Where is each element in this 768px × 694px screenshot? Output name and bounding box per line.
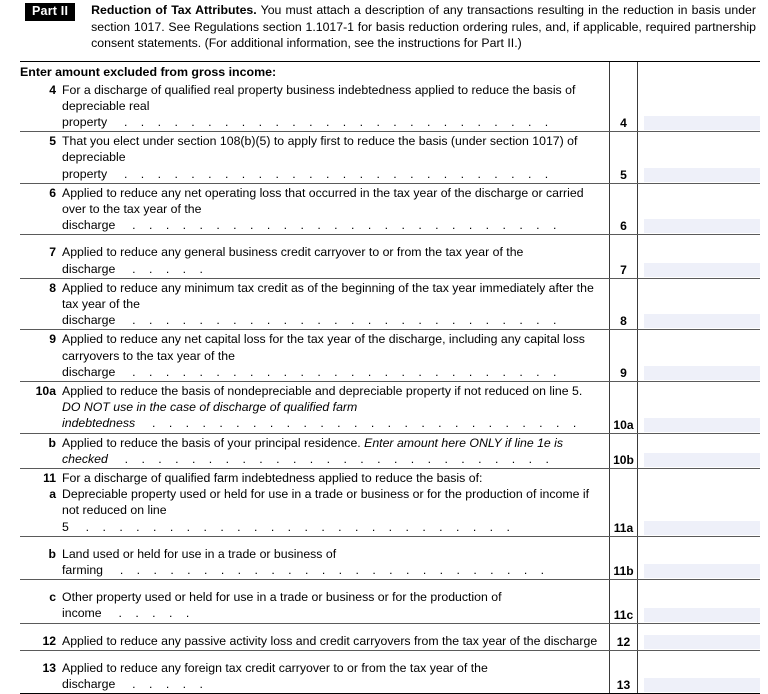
- line-text: [62, 280, 605, 296]
- line-text-body: Land used or held for use in a trade or business of farming: [62, 547, 336, 577]
- amount-input[interactable]: [644, 168, 760, 182]
- row-lines: [20, 624, 609, 650]
- leader-dots: . . . . .: [102, 606, 195, 620]
- line-number-cell: [609, 434, 638, 468]
- table-row: [20, 579, 760, 622]
- table-row: [20, 183, 760, 235]
- line-text: [62, 331, 605, 347]
- line-number: 9: [20, 331, 62, 347]
- row-description-cell: [20, 469, 609, 536]
- line-text-body: Depreciable property used or held for use in a trade or business or for the production of income if: [62, 487, 589, 501]
- line-number: b: [20, 435, 62, 451]
- line-number-badge: 13: [610, 678, 637, 692]
- line-number-cell: [609, 382, 638, 433]
- part-ii-header: [0, 0, 768, 55]
- line-text-body: Applied to reduce any net capital loss for the tax year of the discharge, including any capital loss: [62, 332, 585, 346]
- leader-dots: . . . . . . . . . . . . . . . . . . . . . . . . . .: [115, 218, 561, 232]
- amount-input[interactable]: [644, 263, 760, 277]
- amount-cell[interactable]: [638, 279, 760, 330]
- description-line: [20, 331, 605, 347]
- tax-attributes-table: [20, 61, 760, 694]
- amount-cell[interactable]: [638, 132, 760, 183]
- row-lines: [20, 537, 609, 579]
- line-text-body: checked: [62, 452, 108, 466]
- line-number-cell: [609, 624, 638, 650]
- intro-label: Enter amount excluded from gross income:: [20, 62, 609, 81]
- amount-cell[interactable]: [638, 382, 760, 433]
- row-description-cell: [20, 382, 609, 433]
- line-text: [62, 451, 605, 467]
- table-row: [20, 623, 760, 650]
- amount-input[interactable]: [644, 564, 760, 578]
- row-lines: [20, 469, 609, 536]
- table-row: [20, 650, 760, 693]
- line-number: 6: [20, 185, 62, 201]
- description-line: [20, 133, 605, 149]
- intro-number-cell: [609, 62, 638, 81]
- amount-input[interactable]: [644, 635, 760, 649]
- line-text-body: carryovers to the tax year of the discharge: [62, 349, 235, 379]
- line-text-body: Applied to reduce any passive activity loss and credit carryovers from the tax year of the discharge: [62, 634, 597, 648]
- amount-cell[interactable]: [638, 469, 760, 536]
- line-number-badge: 6: [610, 219, 637, 233]
- description-line: [20, 502, 605, 534]
- line-text: [62, 502, 605, 534]
- line-text-body: not reduced on line 5: [62, 503, 167, 533]
- line-text: [62, 383, 605, 399]
- row-description-cell: [20, 651, 609, 693]
- leader-dots: . . . . . . . . . . . . . . . . . . . . . . . . . .: [69, 520, 515, 534]
- line-text-body: Applied to reduce any general business credit carryover to or from the tax year of the discharge: [62, 245, 523, 275]
- row-description-cell: [20, 279, 609, 330]
- line-text-body: DO NOT use in the case of discharge of qualified farm indebtedness: [62, 400, 357, 430]
- line-text: [62, 348, 605, 380]
- line-number: 12: [20, 633, 62, 649]
- table-row: [20, 329, 760, 381]
- part-ii-title: Reduction of Tax Attributes.: [91, 3, 257, 17]
- leader-dots: . . . . . . . . . . . . . . . . . . . . . . . . . .: [107, 167, 553, 181]
- line-text-body: tax year of the discharge: [62, 297, 140, 327]
- table-row: [20, 81, 760, 132]
- line-text-body: Applied to reduce any minimum tax credit as of the beginning of the tax year immediately after the: [62, 281, 594, 295]
- line-text: [62, 589, 605, 621]
- line-number-cell: [609, 651, 638, 693]
- line-number-badge: 11c: [610, 608, 637, 622]
- line-text: [62, 399, 605, 431]
- part-ii-instructions: [91, 2, 760, 52]
- line-text: [62, 149, 605, 181]
- line-number-cell: [609, 132, 638, 183]
- row-lines: [20, 279, 609, 330]
- table-row: [20, 433, 760, 468]
- description-line: [20, 435, 605, 451]
- leader-dots: . . . . . . . . . . . . . . . . . . . . . . . . . .: [115, 365, 561, 379]
- line-text: [62, 470, 605, 486]
- leader-dots: . . . . . . . . . . . . . . . . . . . . . . . . . .: [135, 416, 581, 430]
- row-description-cell: [20, 184, 609, 235]
- line-number-badge: 9: [610, 366, 637, 380]
- amount-input[interactable]: [644, 314, 760, 328]
- line-text: [62, 296, 605, 328]
- line-number: 10a: [20, 383, 62, 399]
- row-lines: [20, 132, 609, 183]
- description-line: [20, 633, 605, 649]
- amount-cell[interactable]: [638, 330, 760, 381]
- row-spacer: [20, 652, 605, 660]
- line-text: [62, 660, 605, 692]
- line-text-body: Applied to reduce the basis of nondepreciable and depreciable property if not reduced on line 5.: [62, 384, 582, 398]
- row-lines: [20, 235, 609, 277]
- row-spacer: [20, 538, 605, 546]
- line-text-body: Applied to reduce any net operating loss that occurred in the tax year of the discharge or carried: [62, 186, 584, 200]
- description-line: [20, 244, 605, 276]
- amount-input[interactable]: [644, 678, 760, 692]
- leader-dots: . . . . . . . . . . . . . . . . . . . . . . . . . .: [103, 563, 549, 577]
- part-ii-title-body: You must attach a description of any transactions resulting in the reduction in basis under section 1017. See Regulations section 1.1017-1 for basis reduction ordering rules, and, if applicable, required partnership consent statements. (For additional information, see the instructions for Part II.): [91, 3, 756, 50]
- table-row: [20, 536, 760, 579]
- row-description-cell: [20, 537, 609, 579]
- description-line: [20, 399, 605, 431]
- line-text-body: Applied to reduce any foreign tax credit carryover to or from the tax year of the discharge: [62, 661, 488, 691]
- line-number: b: [20, 546, 62, 562]
- line-number: 13: [20, 660, 62, 676]
- line-text-body: Other property used or held for use in a trade or business or for the production of income: [62, 590, 502, 620]
- description-line: [20, 546, 605, 578]
- description-line: [20, 149, 605, 181]
- line-number-badge: 4: [610, 116, 637, 130]
- line-number-badge: 11a: [610, 521, 637, 535]
- line-number: 8: [20, 280, 62, 296]
- amount-input[interactable]: [644, 521, 760, 535]
- description-line: [20, 589, 605, 621]
- line-text-emphasis: Enter amount here ONLY if line 1e is: [364, 436, 563, 450]
- description-line: [20, 98, 605, 130]
- table-row: [20, 381, 760, 433]
- line-text: [62, 546, 605, 578]
- line-text: [62, 201, 605, 233]
- line-text-body: For a discharge of qualified farm indebtedness applied to reduce the basis of:: [62, 471, 482, 485]
- amount-input[interactable]: [644, 453, 760, 467]
- row-lines: [20, 434, 609, 468]
- line-text: [62, 633, 605, 649]
- leader-dots: . . . . . . . . . . . . . . . . . . . . . . . . . .: [107, 115, 553, 129]
- description-line: [20, 201, 605, 233]
- line-number-badge: 10b: [610, 453, 637, 467]
- description-line: [20, 470, 605, 486]
- part-ii-tag: Part II: [25, 3, 75, 21]
- description-line: [20, 82, 605, 98]
- line-number-badge: 11b: [610, 564, 637, 578]
- line-text-body: depreciable real property: [62, 99, 150, 129]
- line-number-cell: [609, 235, 638, 277]
- amount-cell[interactable]: [638, 81, 760, 132]
- line-number: c: [20, 589, 62, 605]
- intro-amount-cell: [638, 62, 760, 81]
- row-description-cell: [20, 81, 609, 132]
- row-description-cell: [20, 624, 609, 650]
- table-rows-host: [20, 81, 760, 694]
- row-description-cell: [20, 434, 609, 468]
- amount-cell[interactable]: [638, 434, 760, 468]
- line-number-badge: 8: [610, 314, 637, 328]
- amount-cell[interactable]: [638, 235, 760, 277]
- line-number-badge: 5: [610, 168, 637, 182]
- line-number-cell: [609, 81, 638, 132]
- line-number-badge: 10a: [610, 418, 637, 432]
- description-line: [20, 296, 605, 328]
- leader-dots: . . . . . . . . . . . . . . . . . . . . . . . . . .: [108, 452, 554, 466]
- line-text: [62, 244, 605, 276]
- row-spacer: [20, 236, 605, 244]
- amount-input[interactable]: [644, 366, 760, 380]
- table-row: [20, 278, 760, 330]
- line-text: [62, 486, 605, 502]
- amount-input[interactable]: [644, 116, 760, 130]
- amount-input[interactable]: [644, 608, 760, 622]
- amount-input[interactable]: [644, 418, 760, 432]
- row-lines: [20, 651, 609, 693]
- description-line: [20, 185, 605, 201]
- line-number: 7: [20, 244, 62, 260]
- line-text: [62, 82, 605, 98]
- row-spacer: [20, 625, 605, 633]
- description-line: [20, 451, 605, 467]
- line-text: [62, 185, 605, 201]
- row-description-cell: [20, 580, 609, 622]
- row-lines: [20, 382, 609, 433]
- leader-dots: . . . . . . . . . . . . . . . . . . . . . . . . . .: [115, 313, 561, 327]
- line-number-cell: [609, 580, 638, 622]
- line-number-badge: 7: [610, 263, 637, 277]
- table-row: [20, 131, 760, 183]
- line-number-cell: [609, 279, 638, 330]
- amount-input[interactable]: [644, 219, 760, 233]
- row-lines: [20, 580, 609, 622]
- line-number-cell: [609, 469, 638, 536]
- row-lines: [20, 81, 609, 132]
- line-number: 11: [20, 470, 62, 486]
- description-line: [20, 486, 605, 502]
- leader-dots: . . . . .: [115, 262, 208, 276]
- row-spacer: [20, 581, 605, 589]
- row-lines: [20, 330, 609, 381]
- line-number-cell: [609, 330, 638, 381]
- line-text-body: For a discharge of qualified real property business indebtedness applied to reduce the basis of: [62, 83, 575, 97]
- line-text-body: over to the tax year of the discharge: [62, 202, 201, 232]
- description-line: [20, 383, 605, 399]
- line-number-badge: 12: [610, 635, 637, 649]
- amount-cell[interactable]: [638, 537, 760, 579]
- description-line: [20, 660, 605, 692]
- line-number: 4: [20, 82, 62, 98]
- amount-cell[interactable]: [638, 651, 760, 693]
- line-text-body: Applied to reduce the basis of your principal residence.: [62, 436, 364, 450]
- amount-cell[interactable]: [638, 624, 760, 650]
- intro-row: [20, 62, 760, 81]
- amount-cell[interactable]: [638, 580, 760, 622]
- row-lines: [20, 184, 609, 235]
- line-text: [62, 98, 605, 130]
- row-description-cell: [20, 330, 609, 381]
- line-text: [62, 133, 605, 149]
- description-line: [20, 280, 605, 296]
- line-text-body: depreciable property: [62, 150, 126, 180]
- amount-cell[interactable]: [638, 184, 760, 235]
- table-row: [20, 234, 760, 277]
- leader-dots: . . . . .: [115, 677, 208, 691]
- line-text: [62, 435, 605, 451]
- table-row: [20, 468, 760, 536]
- line-number-cell: [609, 537, 638, 579]
- row-description-cell: [20, 235, 609, 277]
- row-description-cell: [20, 132, 609, 183]
- line-number-cell: [609, 184, 638, 235]
- line-number: a: [20, 486, 62, 502]
- line-number: 5: [20, 133, 62, 149]
- line-text-body: That you elect under section 108(b)(5) to apply first to reduce the basis (under section 1017) of: [62, 134, 577, 148]
- description-line: [20, 348, 605, 380]
